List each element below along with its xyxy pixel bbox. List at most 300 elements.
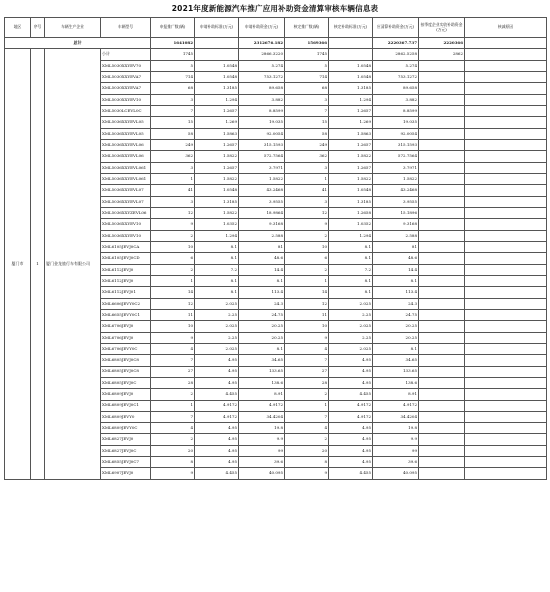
approved-cell: 1	[285, 173, 329, 184]
approved-standard-cell: 2.025	[329, 298, 373, 309]
col-model: 车辆型号	[101, 18, 151, 38]
subtotal-row	[5, 49, 547, 60]
prepaid-cell	[419, 162, 465, 173]
applied-funds-cell: 113.4	[239, 287, 285, 298]
model-cell: XML5036XXYZEVL06	[101, 207, 151, 218]
standard-cell: 1.5822	[195, 173, 239, 184]
applied-funds-cell: 133.65	[239, 366, 285, 377]
approved-standard-cell: 4.9172	[329, 400, 373, 411]
declared-cell: 41	[151, 185, 195, 196]
settled-funds-cell: 15.1896	[373, 207, 419, 218]
model-cell: XML6809JEVJ0C1	[101, 400, 151, 411]
subtotal-label: 小计	[101, 49, 151, 60]
standard-cell: 1.2657	[195, 105, 239, 116]
approved-cell: 2	[285, 264, 329, 275]
applied-funds-cell: 24.3	[239, 298, 285, 309]
approved-cell: 28	[285, 377, 329, 388]
applied-funds-cell: 19.035	[239, 117, 285, 128]
settled-funds-cell: 34.4204	[373, 411, 419, 422]
subsidy-table	[4, 17, 547, 480]
declared-cell: 2	[151, 230, 195, 241]
model-cell: XML6809JEVY0C	[101, 423, 151, 434]
prepaid-cell	[419, 241, 465, 252]
approved-standard-cell: 1.0548	[329, 185, 373, 196]
model-cell: XML6907JEVJ0	[101, 468, 151, 479]
standard-cell: 2.025	[195, 298, 239, 309]
settled-funds-cell: 92.0054	[373, 128, 419, 139]
applied-funds-cell: 8.8599	[239, 105, 285, 116]
standard-cell: 4.95	[195, 366, 239, 377]
approved-standard-cell: 4.95	[329, 423, 373, 434]
standard-cell: 4.95	[195, 457, 239, 468]
approved-cell: 362	[285, 151, 329, 162]
reduction-reason-cell	[465, 253, 547, 264]
model-cell: XML6805JEVJ0C	[101, 377, 151, 388]
settled-funds-cell: 9.9	[373, 434, 419, 445]
settled-funds-cell: 39.6	[373, 457, 419, 468]
declared-cell: 3	[151, 196, 195, 207]
applied-funds-cell: 48.6	[239, 253, 285, 264]
applied-funds-cell: 99	[239, 445, 285, 456]
approved-standard-cell: 1.5822	[329, 173, 373, 184]
approved-standard-cell: 4.455	[329, 468, 373, 479]
standard-cell: 2.025	[195, 321, 239, 332]
applied-funds-cell: 39.6	[239, 457, 285, 468]
settled-funds-cell: 138.6	[373, 377, 419, 388]
prepaid-cell	[419, 151, 465, 162]
approved-cell: 9	[285, 468, 329, 479]
model-cell: XML6805JEVJ0C8	[101, 355, 151, 366]
reduction-reason-cell	[465, 343, 547, 354]
standard-cell: 1.5822	[195, 207, 239, 218]
approved-standard-cell: 4.95	[329, 377, 373, 388]
prepaid-cell	[419, 230, 465, 241]
reduction-reason-cell	[465, 230, 547, 241]
standard-cell: 1.269	[195, 117, 239, 128]
settled-funds-cell: 9.3168	[373, 219, 419, 230]
applied-funds-cell: 20.25	[239, 332, 285, 343]
reduction-reason-cell	[465, 457, 547, 468]
applied-funds-cell: 753.1272	[239, 71, 285, 82]
standard-cell: 1.0548	[195, 71, 239, 82]
standard-cell: 1.3185	[195, 83, 239, 94]
standard-cell: 1.2657	[195, 139, 239, 150]
reduction-reason-cell	[465, 377, 547, 388]
header-row	[5, 18, 547, 38]
approved-standard-cell: 1.2658	[329, 207, 373, 218]
approved-cell: 7	[285, 355, 329, 366]
prepaid-cell	[419, 309, 465, 320]
settled-funds-cell: 8.1	[373, 343, 419, 354]
reduction-reason-cell	[465, 366, 547, 377]
declared-cell: 12	[151, 207, 195, 218]
approved-standard-cell: 8.1	[329, 253, 373, 264]
approved-standard-cell: 2.025	[329, 321, 373, 332]
settled-funds-cell: 8.91	[373, 389, 419, 400]
standard-cell: 4.95	[195, 355, 239, 366]
settled-funds-cell: 14.4	[373, 264, 419, 275]
reduction-reason-cell	[465, 321, 547, 332]
applied-funds-cell: 8.1	[239, 275, 285, 286]
prepaid-cell	[419, 411, 465, 422]
approved-standard-cell: 2.025	[329, 343, 373, 354]
approved-cell: 4	[285, 343, 329, 354]
applied-funds-cell: 572.7564	[239, 151, 285, 162]
approved-standard-cell: 4.455	[329, 389, 373, 400]
settled-funds-cell: 24.75	[373, 309, 419, 320]
approved-standard-cell: 8.1	[329, 287, 373, 298]
declared-cell: 249	[151, 139, 195, 150]
approved-standard-cell: 4.95	[329, 434, 373, 445]
applied-funds-cell: 1.5822	[239, 173, 285, 184]
reduction-reason-cell	[465, 400, 547, 411]
model-cell: XML6606JEVY0C2	[101, 298, 151, 309]
settled-funds-cell: 2.588	[373, 230, 419, 241]
settled-funds-cell: 753.1272	[373, 71, 419, 82]
standard-cell: 8.1	[195, 287, 239, 298]
applied-funds-cell: 3.882	[239, 94, 285, 105]
model-cell: XML5036XXYEVL06	[101, 139, 151, 150]
declared-cell: 20	[151, 445, 195, 456]
total-approved: 1569366	[285, 38, 329, 49]
col-approved: 核定推广数(辆)	[285, 18, 329, 38]
declared-cell: 1	[151, 275, 195, 286]
approved-cell: 20	[285, 445, 329, 456]
approved-cell: 9	[285, 332, 329, 343]
declared-cell: 9	[151, 332, 195, 343]
standard-cell: 2.25	[195, 332, 239, 343]
standard-cell: 4.9172	[195, 411, 239, 422]
applied-funds-cell: 5.274	[239, 60, 285, 71]
reduction-reason-cell	[465, 71, 547, 82]
approved-standard-cell: 1.294	[329, 230, 373, 241]
reduction-reason-cell	[465, 434, 547, 445]
approved-cell: 11	[285, 309, 329, 320]
declared-cell: 2	[151, 389, 195, 400]
model-cell: XML6112JEVJ01	[101, 287, 151, 298]
declared-cell: 12	[151, 298, 195, 309]
reduction-reason-cell	[465, 60, 547, 71]
approved-cell: 3	[285, 162, 329, 173]
declared-cell: 4	[151, 423, 195, 434]
prepaid-cell	[419, 457, 465, 468]
model-cell: XML6827JEVJ0C	[101, 445, 151, 456]
prepaid-cell	[419, 264, 465, 275]
standard-cell: 4.95	[195, 434, 239, 445]
standard-cell: 1.294	[195, 94, 239, 105]
approved-cell: 10	[285, 321, 329, 332]
standard-cell: 8.1	[195, 241, 239, 252]
model-cell: XML6706JEVJ0	[101, 332, 151, 343]
prepaid-cell	[419, 445, 465, 456]
model-cell: XML6805JEVJ0C8	[101, 366, 151, 377]
col-index: 序号	[31, 18, 45, 38]
standard-cell: 4.9172	[195, 400, 239, 411]
reduction-reason-cell	[465, 287, 547, 298]
declared-cell: 8	[151, 457, 195, 468]
reduction-reason-cell	[465, 264, 547, 275]
standard-cell: 1.0548	[195, 60, 239, 71]
standard-cell: 4.455	[195, 389, 239, 400]
approved-standard-cell: 8.1	[329, 241, 373, 252]
prepaid-cell	[419, 207, 465, 218]
declared-cell: 1	[151, 400, 195, 411]
approved-cell: 2	[285, 230, 329, 241]
prepaid-cell	[419, 377, 465, 388]
reduction-reason-cell	[465, 219, 547, 230]
standard-cell: 4.95	[195, 423, 239, 434]
reduction-reason-cell	[465, 162, 547, 173]
approved-standard-cell: 1.269	[329, 117, 373, 128]
subtotal-settled-funds: 2862.5258	[373, 49, 419, 60]
standard-cell: 1.294	[195, 230, 239, 241]
approved-cell: 1	[285, 400, 329, 411]
settled-funds-cell: 48.6	[373, 253, 419, 264]
model-cell: XML5036XXYEV10	[101, 230, 151, 241]
settled-funds-cell: 3.7971	[373, 162, 419, 173]
approved-cell: 12	[285, 207, 329, 218]
approved-standard-cell: 4.95	[329, 457, 373, 468]
standard-cell: 2.025	[195, 343, 239, 354]
approved-standard-cell: 4.9172	[329, 411, 373, 422]
model-cell: XML6855JEVJ0C7	[101, 457, 151, 468]
declared-cell: 362	[151, 151, 195, 162]
applied-funds-cell: 9.9	[239, 434, 285, 445]
reduction-reason-cell	[465, 94, 547, 105]
applied-funds-cell: 40.095	[239, 468, 285, 479]
model-cell: XML6655JEVY0C1	[101, 309, 151, 320]
model-cell: XML6706JEVJ0	[101, 321, 151, 332]
model-cell: XML5036XXYEVL06	[101, 151, 151, 162]
declared-cell: 9	[151, 219, 195, 230]
applied-funds-cell: 89.658	[239, 83, 285, 94]
total-prepaid: 2220366	[419, 38, 465, 49]
declared-cell: 58	[151, 128, 195, 139]
declared-cell: 68	[151, 83, 195, 94]
standard-cell: 1.0352	[195, 219, 239, 230]
approved-cell: 3	[285, 196, 329, 207]
approved-standard-cell: 1.3185	[329, 196, 373, 207]
applied-funds-cell: 8.1	[239, 343, 285, 354]
approved-cell: 249	[285, 139, 329, 150]
prepaid-cell	[419, 434, 465, 445]
applied-funds-cell: 4.9172	[239, 400, 285, 411]
approved-cell: 2	[285, 434, 329, 445]
settled-funds-cell: 19.035	[373, 117, 419, 128]
reduction-reason-cell	[465, 411, 547, 422]
declared-cell: 3	[151, 162, 195, 173]
company-cell: 厦门金龙旅行车有限公司	[45, 49, 101, 479]
applied-funds-cell: 3.9555	[239, 196, 285, 207]
declared-cell: 10	[151, 321, 195, 332]
subtotal-applied-funds: 2866.3220	[239, 49, 285, 60]
subtotal-approved: 1745	[285, 49, 329, 60]
model-cell: XML5036XXYEVL061	[101, 173, 151, 184]
declared-cell: 7	[151, 105, 195, 116]
approved-cell: 6	[285, 253, 329, 264]
reduction-reason-cell	[465, 445, 547, 456]
reduction-reason-cell	[465, 332, 547, 343]
reduction-reason-cell	[465, 423, 547, 434]
standard-cell: 1.0548	[195, 185, 239, 196]
applied-funds-cell: 34.4204	[239, 411, 285, 422]
model-cell: XML6809JEVJ0	[101, 389, 151, 400]
col-settled-funds: 应清算补助资金(万元)	[373, 18, 419, 38]
prepaid-cell	[419, 423, 465, 434]
approved-cell: 41	[285, 185, 329, 196]
approved-cell: 4	[285, 423, 329, 434]
declared-cell: 4	[151, 343, 195, 354]
approved-standard-cell: 1.2657	[329, 139, 373, 150]
approved-cell: 15	[285, 117, 329, 128]
applied-funds-cell: 8.91	[239, 389, 285, 400]
settled-funds-cell: 315.1593	[373, 139, 419, 150]
approved-cell: 10	[285, 241, 329, 252]
declared-cell: 5	[151, 60, 195, 71]
prepaid-cell	[419, 139, 465, 150]
settled-funds-cell: 133.65	[373, 366, 419, 377]
reduction-reason-cell	[465, 139, 547, 150]
standard-cell: 7.2	[195, 264, 239, 275]
approved-cell: 9	[285, 219, 329, 230]
settled-funds-cell: 4.9172	[373, 400, 419, 411]
standard-cell: 8.1	[195, 253, 239, 264]
model-cell: XML6105JEVJ0CD	[101, 253, 151, 264]
prepaid-cell	[419, 83, 465, 94]
model-cell: XML6112JEVJ0	[101, 264, 151, 275]
standard-cell: 1.5863	[195, 128, 239, 139]
prepaid-cell	[419, 468, 465, 479]
declared-cell: 6	[151, 253, 195, 264]
prepaid-cell	[419, 343, 465, 354]
approved-cell: 714	[285, 71, 329, 82]
declared-cell: 15	[151, 117, 195, 128]
reduction-reason-cell	[465, 185, 547, 196]
reduction-reason-cell	[465, 389, 547, 400]
model-cell: XML5036XXYEVL061	[101, 162, 151, 173]
reduction-reason-cell	[465, 83, 547, 94]
declared-cell: 2	[151, 434, 195, 445]
model-cell: XML5036XXYEVL05	[101, 128, 151, 139]
declared-cell: 28	[151, 377, 195, 388]
approved-cell: 7	[285, 105, 329, 116]
model-cell: XML5030XXYEV10	[101, 94, 151, 105]
settled-funds-cell: 20.25	[373, 321, 419, 332]
approved-standard-cell: 4.95	[329, 445, 373, 456]
applied-funds-cell: 9.3168	[239, 219, 285, 230]
applied-funds-cell: 3.7971	[239, 162, 285, 173]
approved-cell: 3	[285, 94, 329, 105]
declared-cell: 3	[151, 94, 195, 105]
prepaid-cell	[419, 389, 465, 400]
standard-cell: 1.5822	[195, 151, 239, 162]
applied-funds-cell: 24.75	[239, 309, 285, 320]
model-cell: XML6112JEVJ0	[101, 275, 151, 286]
applied-funds-cell: 81	[239, 241, 285, 252]
settled-funds-cell: 8.1	[373, 275, 419, 286]
prepaid-cell	[419, 128, 465, 139]
reduction-reason-cell	[465, 207, 547, 218]
settled-funds-cell: 99	[373, 445, 419, 456]
prepaid-cell	[419, 117, 465, 128]
standard-cell: 4.455	[195, 468, 239, 479]
standard-cell: 8.1	[195, 275, 239, 286]
model-cell: XML6706JEVY0C	[101, 343, 151, 354]
total-label: 总计	[5, 38, 151, 49]
prepaid-cell	[419, 185, 465, 196]
declared-cell: 9	[151, 468, 195, 479]
col-region: 地区	[5, 18, 31, 38]
declared-cell: 11	[151, 309, 195, 320]
declared-cell: 714	[151, 71, 195, 82]
model-cell: XML5036XXYEV10	[101, 219, 151, 230]
reduction-reason-cell	[465, 105, 547, 116]
settled-funds-cell: 3.9555	[373, 196, 419, 207]
index-cell: 1	[31, 49, 45, 479]
standard-cell: 1.3185	[195, 196, 239, 207]
approved-standard-cell: 4.95	[329, 366, 373, 377]
applied-funds-cell: 43.2468	[239, 185, 285, 196]
model-cell: XML5036XXYEVL05	[101, 117, 151, 128]
approved-standard-cell: 1.5863	[329, 128, 373, 139]
col-applied-funds: 申请补助资金(万元)	[239, 18, 285, 38]
settled-funds-cell: 34.65	[373, 355, 419, 366]
declared-cell: 7	[151, 355, 195, 366]
applied-funds-cell: 34.65	[239, 355, 285, 366]
region-cell: 厦门市	[5, 49, 31, 479]
settled-funds-cell: 572.7564	[373, 151, 419, 162]
declared-cell: 14	[151, 287, 195, 298]
total-row	[5, 38, 547, 49]
standard-cell: 1.2657	[195, 162, 239, 173]
model-cell: XML6827JEVJ0	[101, 434, 151, 445]
approved-cell: 12	[285, 298, 329, 309]
approved-cell: 68	[285, 83, 329, 94]
reduction-reason-cell	[465, 298, 547, 309]
approved-standard-cell: 4.95	[329, 355, 373, 366]
approved-standard-cell: 1.3185	[329, 83, 373, 94]
model-cell: XML5030LCEVL0C	[101, 105, 151, 116]
prepaid-cell	[419, 287, 465, 298]
col-standard: 申请补助标准(万元)	[195, 18, 239, 38]
approved-cell: 8	[285, 457, 329, 468]
prepaid-cell	[419, 332, 465, 343]
standard-cell: 2.25	[195, 309, 239, 320]
prepaid-cell	[419, 321, 465, 332]
approved-standard-cell: 8.1	[329, 275, 373, 286]
settled-funds-cell: 3.882	[373, 94, 419, 105]
prepaid-cell	[419, 298, 465, 309]
approved-cell: 27	[285, 366, 329, 377]
reduction-reason-cell	[465, 468, 547, 479]
prepaid-cell	[419, 196, 465, 207]
applied-funds-cell: 18.9864	[239, 207, 285, 218]
col-company: 车辆生产企业	[45, 18, 101, 38]
settled-funds-cell: 89.658	[373, 83, 419, 94]
page-title: 2021年度新能源汽车推广应用补助资金清算审核车辆信息表	[171, 4, 379, 13]
model-cell: XML5030XXYEVA7	[101, 83, 151, 94]
approved-standard-cell: 1.0548	[329, 71, 373, 82]
approved-standard-cell: 1.294	[329, 94, 373, 105]
settled-funds-cell: 19.8	[373, 423, 419, 434]
model-cell: XML6809JEVY0	[101, 411, 151, 422]
total-settled-funds: 2220367.737	[373, 38, 419, 49]
prepaid-cell	[419, 173, 465, 184]
reduction-reason-cell	[465, 117, 547, 128]
settled-funds-cell: 5.274	[373, 60, 419, 71]
standard-cell: 4.95	[195, 377, 239, 388]
reduction-reason-cell	[465, 355, 547, 366]
